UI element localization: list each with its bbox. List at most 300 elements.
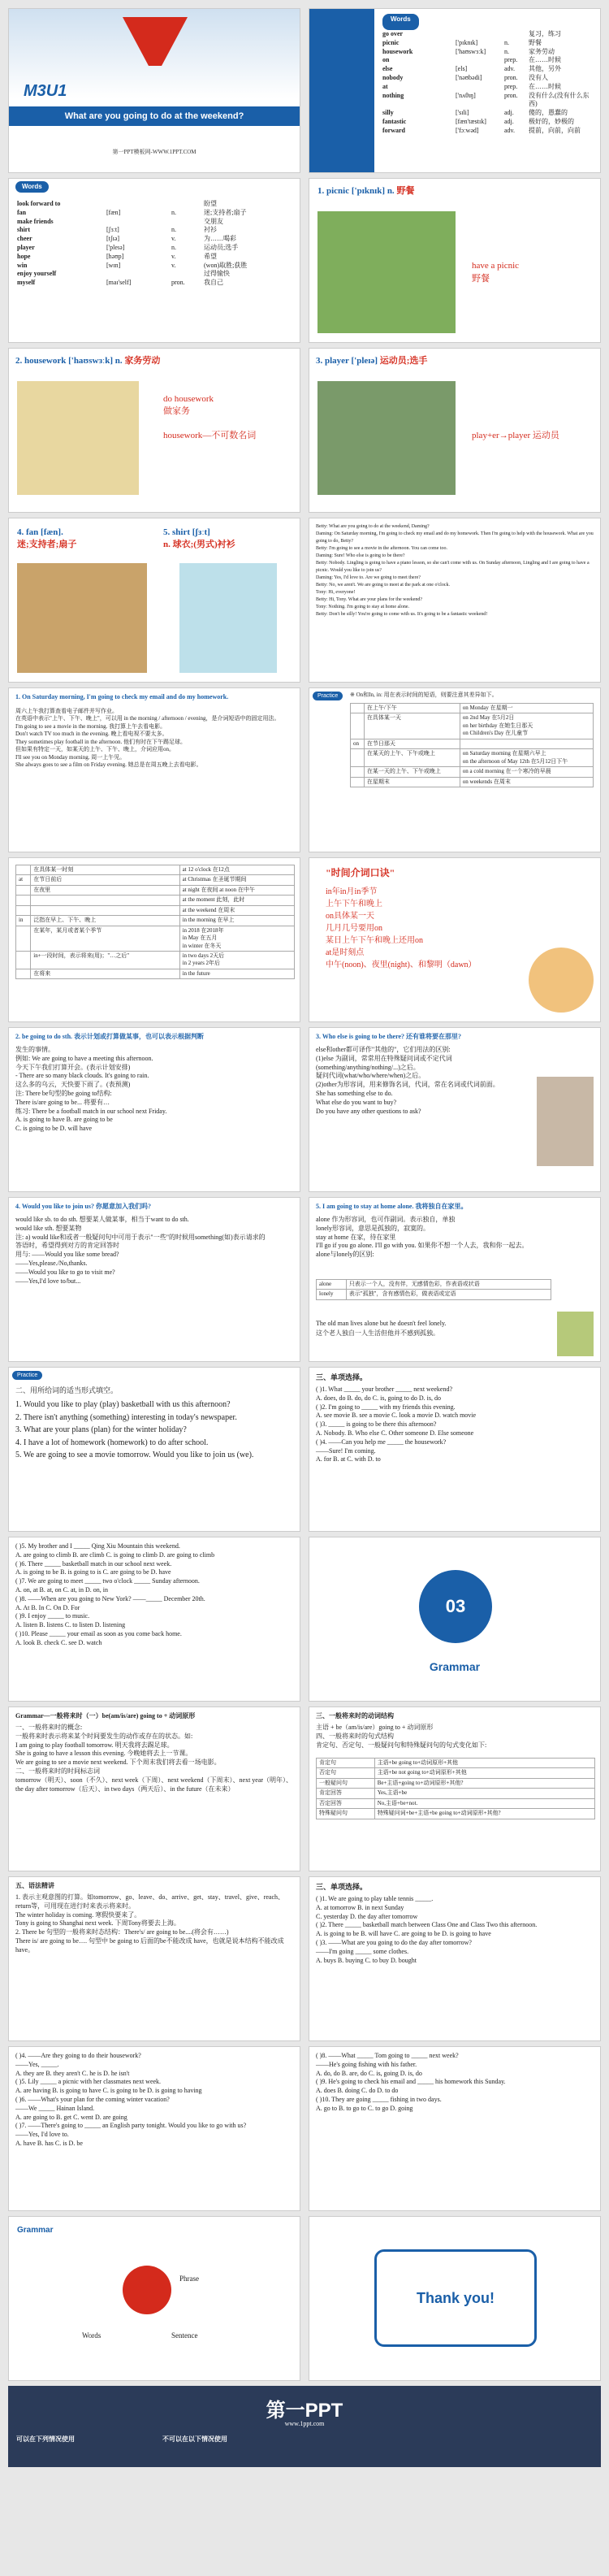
text-line: tomorrow（明天）、soon（不久）、next week（下周）、next weekend（下周末）、next year（明年）、the day after tomorrow（后天）、in two days（两天后）、in the future（在未来） (15, 1776, 293, 1793)
table-cell: 否定回答 (317, 1798, 375, 1808)
slide-row (8, 348, 601, 513)
table-cell (16, 885, 31, 895)
text-line: 练习: There be a football match in our school next Friday. (15, 1107, 167, 1115)
grammar-title: 三、一般将来时的动词结构 (316, 1712, 394, 1720)
footer-banner (8, 2386, 601, 2467)
table-cell: in the future (179, 969, 294, 978)
table-cell: in (16, 916, 31, 926)
table-cell: 在某年，某月或者某个季节 (31, 926, 179, 951)
slide-row (8, 1367, 601, 1532)
phrase-label: Phrase (179, 2275, 199, 2283)
point-5-slide[interactable] (309, 1197, 601, 1362)
text-line: 答语时，希望得到对方的肯定回答时 (15, 1242, 119, 1250)
text-line: ——Would you like to go to visit me? (15, 1268, 115, 1276)
slide-row (8, 1537, 601, 1702)
table-row (16, 916, 295, 926)
words-slide-2[interactable] (8, 178, 300, 343)
table-cell: at 12 o'clock 在12点 (179, 865, 294, 875)
table-cell (31, 896, 179, 905)
text-line: I'll go if you go alone. I'll go with you. 如果你不想一个人去，我和你一起去。 (316, 1242, 529, 1250)
table-row (317, 1789, 595, 1798)
exercise-line: A. are going to climb B. are climb C. is going to climb D. are going to climb (15, 1550, 215, 1559)
grammar-slide-3[interactable] (8, 1876, 300, 2041)
exercise-line: A. At B. In C. On D. For (15, 1603, 80, 1611)
table-cell (351, 749, 365, 767)
exercise-title: 三、单项选择。 (316, 1883, 368, 1891)
exercise-line: 2. There isn't anything (something) interesting in today's newspaper. (15, 1412, 237, 1422)
table-cell: in 2018 在2018年 in May 在五月 in winter 在冬天 (179, 926, 294, 951)
exercise-line: ——He's going fishing with his father. (316, 2060, 417, 2068)
rhyme-line: 几月几号要用on (326, 924, 382, 933)
slide-grid (8, 8, 601, 2467)
table-cell (351, 713, 365, 739)
text-line: (2)other为形容词，用来修饰名词，代词，常在名词或代词前面。 (316, 1081, 499, 1089)
choice-slide-2[interactable] (8, 1537, 300, 1702)
point-1-slide[interactable] (8, 687, 300, 852)
table-row (16, 951, 295, 969)
exercise-line: ( )10. Please _____ your email as soon as you come back home. (15, 1629, 182, 1637)
exercise-line: A. buys B. buying C. to buy D. bought (316, 1956, 417, 1964)
text-line: Don't watch TV too much in the evening. 晚上看电视不要太多。 (15, 731, 168, 738)
grammar-section-slide[interactable] (309, 1537, 601, 1702)
practice-tag: Practice (12, 1371, 42, 1380)
point-2-slide[interactable] (8, 1027, 300, 1192)
slide-row (8, 8, 601, 173)
exercise-line: ( )5. Lily _____ a picnic with her classmates next week. (15, 2078, 162, 2086)
exercise-line: ( )4. ——Are they going to do their housework? (15, 2052, 141, 2059)
summary-title: Grammar (17, 2226, 54, 2235)
table-cell: 只表示一个人，没有伴，无感情色彩，作表语或状语 (346, 1280, 551, 1290)
left-bar (309, 9, 374, 172)
word-entry: cheer [tʃɪə] v. 为……喝彩 (17, 235, 236, 243)
note: play+er→player 运动员 (472, 431, 559, 440)
text-line: They sometimes play football in the afternoon. 他们有时在下午踢足球。 (15, 738, 186, 745)
exercise-line: 5. We are going to see a movie tomorrow. Would you like to join us (we). (15, 1451, 254, 1459)
grammar-body (15, 1893, 295, 1955)
exercise-line: ——Yes, _____. (15, 2060, 59, 2068)
footer-logo: 第一PPT (266, 2400, 343, 2422)
exercise-line: ( )5. My brother and I _____ Qing Xiu Mountain this weekend. (15, 1542, 180, 1550)
text-line: 四、一般将来时的句式结构 (316, 1732, 394, 1740)
table-row (317, 1778, 595, 1788)
text-line: would like sth. 想要某物 (15, 1224, 82, 1232)
word-entry: else [els] adv. 其他，另外 (382, 65, 561, 73)
note: housework—不可数名词 (163, 431, 257, 440)
footer-right-title: 不可以在以下情况使用 (162, 2435, 227, 2443)
intro-text: ※ On和In, in: 用在表示时间的短语，则要注意其差异如下。 (350, 692, 498, 698)
text-line: There is/are going to be... 将要有… (15, 1098, 110, 1106)
text-line: She has something else to do. (316, 1089, 393, 1097)
section-title: Grammar (429, 1660, 481, 1673)
words-tag: Words (382, 14, 419, 30)
table-row (351, 767, 594, 777)
text-line: 2. There be 句型的一般将来时态结构：There's/ are going to be....(将会有……) (15, 1928, 229, 1936)
dialogue-line: Tony: Nothing. I'm going to stay at home alone. (316, 605, 409, 609)
exercise-lines (15, 1399, 295, 1462)
sentence-label: Sentence (171, 2331, 198, 2340)
exercise-line: ( )2. There _____ basketball match between Class One and Class Two this afternoon. (316, 1921, 538, 1929)
table-cell: lonely (317, 1290, 347, 1299)
text-line: What else do you want to buy? (316, 1098, 397, 1106)
table-cell (16, 865, 31, 875)
rhyme-line: 某日上午下午和晚上还用on (326, 936, 423, 945)
table-cell: alone (317, 1280, 347, 1290)
grammar-slide-1[interactable] (8, 1706, 300, 1871)
rhyme-slide[interactable] (309, 857, 601, 1022)
rhyme-lines (326, 886, 477, 971)
table-row (317, 1759, 595, 1768)
table-cell: at night 在夜间 at noon 在中午 (179, 885, 294, 895)
word-entry: win [wɪn] v. (won)取胜;获胜 (17, 261, 248, 269)
table-cell: on Monday 在星期一 (460, 704, 593, 713)
table-row (16, 865, 295, 875)
table-row (16, 905, 295, 915)
text-line: 注: There be句型的be going to结构: (15, 1089, 112, 1097)
rhyme-line: at是时刻点 (326, 948, 365, 957)
housework-slide[interactable] (8, 348, 300, 513)
phrase-cn: 做家务 (163, 406, 190, 416)
table-row (317, 1280, 551, 1290)
grammar-body (316, 1724, 595, 1750)
word-entry: player ['pleɪə] n. 运动员;选手 (17, 243, 239, 251)
alone-lonely-table (316, 1279, 551, 1300)
table-cell: at Christmas 在圣诞节期间 (179, 875, 294, 885)
text-line: lonely形容词，意思是孤独的，寂寞的。 (316, 1224, 430, 1232)
words-slide-1[interactable] (309, 8, 601, 173)
exercise-line: A. is going to be B. will have C. are going to be D. is going to have (316, 1930, 491, 1938)
exercise-lines (316, 1386, 595, 1464)
table-cell: 在某一天的上午、下午或晚上 (364, 767, 460, 777)
fan-shirt-slide[interactable] (8, 518, 300, 683)
point-heading: 5. I am going to stay at home alone. 我将独自在家里。 (316, 1203, 468, 1210)
table-row (317, 1809, 595, 1819)
dialogue-line: Betty: I'm going to see a movie in the afternoon. You can come too. (316, 546, 448, 551)
footer-left-title: 可以在下列情况使用 (16, 2435, 75, 2443)
word-entry: make friends 交朋友 (17, 217, 223, 225)
table-cell: at the moment 此刻，此时 (179, 896, 294, 905)
table-cell: 在夜里 (31, 885, 179, 895)
dialogue-text (316, 523, 595, 618)
word-entry: myself [maɪ'self] pron. 我自己 (17, 279, 223, 287)
table-cell (16, 905, 31, 915)
fans-image (17, 563, 147, 673)
picnic-photo (317, 211, 456, 333)
table-cell: at the weekend 在周末 (179, 905, 294, 915)
point-body (316, 1216, 559, 1260)
dialogue-line: Betty: Don't be silly! You're going to come with us. It's going to be a fantastic weekend! (316, 612, 488, 617)
word-entry: fantastic [fæn'tæstɪk] adj. 极好的，妙极的 (382, 117, 574, 125)
exercise-line: A. are having B. is going to have C. is going to be D. is going to having (15, 2087, 202, 2095)
table-cell (351, 777, 365, 787)
exercise-lines (316, 2052, 595, 2114)
table-cell: 一般疑问句 (317, 1778, 375, 1788)
word-heading: 2. housework ['haʊswɜːk] n. 家务劳动 (15, 356, 161, 366)
exercise-line: A. Nobody. B. Who else C. Other someone D. Else someone (316, 1429, 474, 1437)
text-line: ——Yes,please./No,thanks. (15, 1259, 88, 1267)
table-cell: 特殊疑问句 (317, 1809, 375, 1819)
table-row (317, 1768, 595, 1778)
text-line: - There are so many black clouds. It's going to rain. (15, 1072, 149, 1080)
table-cell (351, 767, 365, 777)
exercise-line: ——We _____ Hainan Island. (15, 2104, 95, 2112)
word-entry: shirt [ʃɜːt] n. 衬衫 (17, 226, 217, 234)
slide-row (8, 178, 601, 343)
table-cell: Yes,主语+be (374, 1789, 594, 1798)
slide-row (8, 1876, 601, 2041)
thankyou-text: Thank you! (374, 2249, 537, 2347)
text-line: 今天下午我们打算开会。(表示计划安排) (15, 1063, 131, 1071)
table-cell: 在节日那天 (364, 739, 460, 748)
table-cell (16, 951, 31, 969)
table-row (351, 713, 594, 739)
exercise-line: ( )6. ——What's your plan for the coming winter vacation? (15, 2095, 170, 2103)
table-cell: 在某天的上午、下午或晚上 (364, 749, 460, 767)
choice-slide-1[interactable] (309, 1367, 601, 1532)
exercise-line: ( )9. He's going to check his email and _____ his homework this Sunday. (316, 2078, 506, 2086)
word-entry: housework ['haʊswɜːk] n. 家务劳动 (382, 47, 555, 55)
summary-slide[interactable] (8, 2216, 300, 2381)
table-cell: 在星期末 (364, 777, 460, 787)
table-row (351, 749, 594, 767)
practice-fill-slide[interactable] (8, 1367, 300, 1532)
footer-url[interactable]: www.1ppt.com (284, 2420, 325, 2427)
table-cell: Be+主语+going to+动词原形+其他? (374, 1778, 594, 1788)
exercise-title: 三、单项选择。 (316, 1373, 368, 1381)
phrase: have a picnic (472, 261, 520, 271)
dialogue-line: Betty: No, we aren't. We are going to meet at the park at one o'clock. (316, 583, 451, 588)
slide-row (8, 1706, 601, 1871)
slide-row (8, 1027, 601, 1192)
text-line: 这么多的乌云，天快要下雨了。(表预测) (15, 1081, 131, 1089)
example-sentence: The old man lives alone but he doesn't feel lonely. (316, 1320, 447, 1327)
exercise-line: ——Yes, I'd love to. (15, 2131, 69, 2139)
exercise-line: A. are going to B. get C. went D. are going (15, 2113, 127, 2121)
text-line: 一般将来时表示将来某个时间要发生的动作或存在的状态。如: (15, 1732, 193, 1740)
exercise-line: ( )8. ——What _____ Tom going to _____ next week? (316, 2052, 459, 2059)
at-in-table (15, 865, 295, 979)
cartoon-image (529, 948, 594, 1013)
table-cell: 主语+be going to+动词原形+其他 (374, 1759, 594, 1768)
table-row (351, 704, 594, 713)
phrase: do housework (163, 394, 214, 404)
exercise-line: A. does B. doing C. do D. to do (316, 2087, 399, 2095)
table-cell: on 2nd May 在5月2日 on her birthday 在她生日那天 on Children's Day 在儿童节 (460, 713, 593, 739)
text-line: would like sb. to do sth. 想要某人做某事，相当于want to do sth. (15, 1216, 189, 1223)
table-cell: 在具体某一时刻 (31, 865, 179, 875)
exercise-title: 二、用所给词的适当形式填空。 (15, 1386, 119, 1394)
dialogue-slide[interactable] (309, 518, 601, 683)
word-heading: 1. picnic ['pɪknɪk] n. 野餐 (317, 186, 415, 196)
exercise-line: A. does, do B. do, do C. is, going to do D. is, do (316, 1394, 442, 1402)
exercise-line: 3. What are your plans (plan) for the winter holiday? (15, 1425, 187, 1434)
word-entry: look forward to 盼望 (17, 200, 217, 207)
exercise-line: ——Sure! I'm coming. (316, 1446, 376, 1455)
table-cell: on a cold morning 在一个寒冷的早晨 (460, 767, 593, 777)
point-4-slide[interactable] (8, 1197, 300, 1362)
thankyou-slide[interactable] (309, 2216, 601, 2381)
table-cell (351, 704, 365, 713)
word-entry: on prep. 在……时候 (382, 56, 561, 64)
text-line: 用与: ——Would you like some bread? (15, 1251, 119, 1259)
rhyme-title: "时间介词口诀" (326, 867, 395, 878)
table-row (16, 896, 295, 905)
table-cell: 特殊疑问词+be+主语+be going to+动词原形+其他? (374, 1809, 594, 1819)
exercise-line: ( )1. What _____ your brother _____ next weekend? (316, 1386, 453, 1393)
point-body (15, 1046, 295, 1134)
text-line: There is/ are going to be…. 句型中 be going to 后面的be不能改成 have，也就是说本结构不能改成have。 (15, 1936, 284, 1954)
slide-row (8, 518, 601, 683)
text-line: (1)else 为副词，常常用在特殊疑问词或不定代词(something/anything/nothing/...)之后。 (316, 1054, 452, 1071)
exercise-line: ——I'm going _____ some clothes. (316, 1947, 409, 1955)
table-cell: on (351, 739, 365, 748)
text-line: 主语 + be（am/is/are）going to + 动词原形 (316, 1724, 434, 1731)
table-cell: in the morning 在早上 (179, 916, 294, 926)
exercise-line: ( )1. We are going to play table tennis _____. (316, 1895, 434, 1902)
practice-on-slide[interactable] (309, 687, 601, 852)
text-line: 但如果有特定一天，如某天的上午、下午、晚上，介词应用on。 (15, 746, 175, 753)
fan-heading: 4. fan [fæn]. 迷;支持者;扇子 (17, 527, 77, 549)
center-circle (123, 2266, 171, 2314)
exercise-lines (15, 2052, 295, 2149)
exercise-line: C. yesterday D. the day after tomorrow (316, 1912, 418, 1920)
exercise-line: A. do, do B. are, do C. is, going D. is, do (316, 2069, 422, 2077)
word-entry: enjoy yourself 过得愉快 (17, 270, 230, 278)
exercise-line: ( )6. There _____ basketball match in our school next week. (15, 1559, 172, 1568)
slide-row (8, 1197, 601, 1362)
table-cell (16, 926, 31, 951)
exercise-line: A. on, at B. at, on C. at, in D. on, in (15, 1585, 108, 1594)
text-line: We are going to see a movie next weekend. 下个周末我们将去看一场电影。 (15, 1759, 221, 1767)
table-cell: in two days 2天后 in 2 years 2年后 (179, 951, 294, 969)
exercise-lines (316, 1895, 595, 1965)
text-line: alone与lonely的区别: (316, 1251, 374, 1259)
point-body (15, 1216, 295, 1286)
text-line: 疑问代词(what/who/where/when)之后。 (316, 1072, 425, 1080)
exercise-line: ( )7. We are going to meet _____ two o'clock _____ Sunday afternoon. (15, 1577, 200, 1585)
dialogue-line: Tony: Hi, everyone! (316, 590, 356, 595)
word-entry: nothing ['nʌθɪŋ] pron. 没有什么(没有什么东西) (382, 91, 590, 108)
slide-row (8, 2046, 601, 2211)
exercise-line: ( )4. ——Can you help me _____ the housework? (316, 1438, 447, 1446)
exercise-line: A. is going to be B. is going to is C. are going to be D. have (15, 1568, 171, 1576)
section-number: 03 (419, 1570, 492, 1643)
runners-photo (317, 381, 456, 495)
text-line: 发生的事情。 (15, 1046, 54, 1053)
table-cell: on weekends 在周末 (460, 777, 593, 787)
rhyme-line: in年in月in季节 (326, 887, 378, 896)
word-entry: forward ['fɔːwəd] adv. 提前，向前，向前 (382, 126, 581, 134)
table-row (351, 777, 594, 787)
table-row (351, 739, 594, 748)
word-entry: go over 复习，练习 (382, 30, 561, 37)
dialogue-line: Daming: On Saturday morning, I'm going to check my email and do my homework. Then I'm going to help with the housework. What are you going to do, Betty? (316, 531, 594, 544)
exercise-line: 4. I have a lot of homework (homework) to do after school. (15, 1438, 209, 1447)
text-line: 肯定句、否定句、一般疑问句和特殊疑问句的句式变化如下: (316, 1741, 487, 1749)
phrase-cn: 野餐 (472, 274, 490, 284)
word-entry: at prep. 在……时候 (382, 82, 561, 90)
point-3-slide[interactable] (309, 1027, 601, 1192)
exercise-line: A. look B. check C. see D. watch (15, 1638, 102, 1646)
exercise-line: A. at tomorrow B. in next Sunday (316, 1903, 404, 1911)
table-row (16, 926, 295, 951)
choice-slide-4[interactable] (8, 2046, 300, 2211)
text-line: She always goes to see a film on Friday evening. 她总是在周五晚上去看电影。 (15, 761, 202, 769)
table-cell (16, 896, 31, 905)
text-line: I'm going to see a movie in the morning. 我打算上午去看电影。 (15, 722, 166, 730)
dialogue-line: Betty: What are you going to do at the weekend, Daming? (316, 524, 430, 529)
player-slide[interactable] (309, 348, 601, 513)
word-list (17, 200, 293, 288)
grammar-title: Grammar—一般将来时（一）be(am/is/are) going to + 动词原形 (15, 1712, 196, 1720)
exercise-line: A. they are B. they aren't C. he is D. he isn't (15, 2069, 130, 2077)
table-cell: 否定句 (317, 1768, 375, 1778)
text-line: Tony is going to Shanghai next week. 下周Tony将要去上海。 (15, 1919, 180, 1928)
table-cell: 表示"孤独"，含有感情色彩，做表语或定语 (346, 1290, 551, 1299)
title-slide[interactable] (8, 8, 300, 173)
text-line: else和other都可译作"其他的"，它们用法的区别: (316, 1046, 451, 1053)
choice-slide-3[interactable] (309, 1876, 601, 2041)
exercise-line: ( )2. I'm going to _____ with my friends this evening. (316, 1403, 456, 1411)
text-line: 周六上午我打算查看电子邮件并写作业。 (15, 708, 118, 714)
table-cell (16, 969, 31, 978)
word-entry: nobody ['nəʊbədi] pron. 没有人 (382, 73, 548, 81)
on-table (350, 703, 594, 787)
table-cell: in+一段时间，表示将来(用)；"…之后" (31, 951, 179, 969)
table-row (317, 1798, 595, 1808)
slide-header: Words (9, 179, 300, 195)
cartoon-image (537, 1077, 594, 1166)
slide-row (8, 2216, 601, 2381)
dialogue-line: Daming: Sure! Who else is going to be there? (316, 553, 405, 558)
lesson-title: What are you going to do at the weekend? (9, 106, 300, 126)
exercise-line: ( )9. I enjoy _____ to music. (15, 1612, 90, 1620)
exercise-line: A. see movie B. see a movie C. look a movie D. watch movie (316, 1412, 477, 1420)
picnic-slide[interactable] (309, 178, 601, 343)
table-cell: at (16, 875, 31, 885)
dialogue-line: Betty: Hi, Tony. What are your plans for the weekend? (316, 597, 423, 602)
table-cell (460, 739, 593, 748)
shirt-image (179, 563, 277, 673)
word-list (382, 30, 595, 136)
text-line: C. is going to be D. will have (15, 1125, 92, 1133)
text-line: I am going to play football tomorrow. 明天我将去踢足球。 (15, 1741, 174, 1749)
sentence-pattern-table (316, 1758, 595, 1819)
exercise-line: A. listen B. listens C. to listen D. listening (15, 1621, 126, 1629)
text-line: 一、一般将来时的概念: (15, 1724, 83, 1731)
grammar-title: 五、语法精讲 (15, 1882, 54, 1889)
word-entry: hope [həʊp] v. 希望 (17, 252, 217, 260)
word-entry: picnic ['pɪknɪk] n. 野餐 (382, 38, 542, 46)
text-line: 在英语中表示"上午、下午、晚上"，可以用 in the morning / afternoon / evening，是介词短语中的固定用法。 (15, 715, 280, 722)
word-entry: fan [fæn] n. 迷;支持者;扇子 (17, 208, 247, 216)
table-cell: 主语+be not going to+动词原形+其他 (374, 1768, 594, 1778)
slide-row (8, 857, 601, 1022)
exercise-line: A. have B. has C. is D. be (15, 2139, 83, 2147)
at-in-slide[interactable] (8, 857, 300, 1022)
text-line: alone 作为形容词，也可作副词。表示独自，单独 (316, 1216, 456, 1223)
exercise-line: ( )8. ——When are you going to New York? ——_____ December 20th. (15, 1594, 205, 1602)
table-row (16, 875, 295, 885)
word-entry: silly ['sɪli] adj. 傻的，愚蠢的 (382, 109, 568, 117)
grammar-slide-2[interactable] (309, 1706, 601, 1871)
point-heading: 1. On Saturday morning, I'm going to check my email and do my homework. (15, 693, 229, 700)
table-cell: on Saturday morning 在星期六早上 on the afternoon of May 12th 在5月12日下午 (460, 749, 593, 767)
word-heading: 3. player ['pleɪə] 运动员;选手 (316, 356, 428, 366)
cartoon-image (557, 1312, 594, 1356)
exercise-line: A. go to B. to go to C. to go D. going (316, 2104, 413, 2112)
choice-slide-5[interactable] (309, 2046, 601, 2211)
text-line: ——Yes,I'd love to/but... (15, 1277, 81, 1285)
